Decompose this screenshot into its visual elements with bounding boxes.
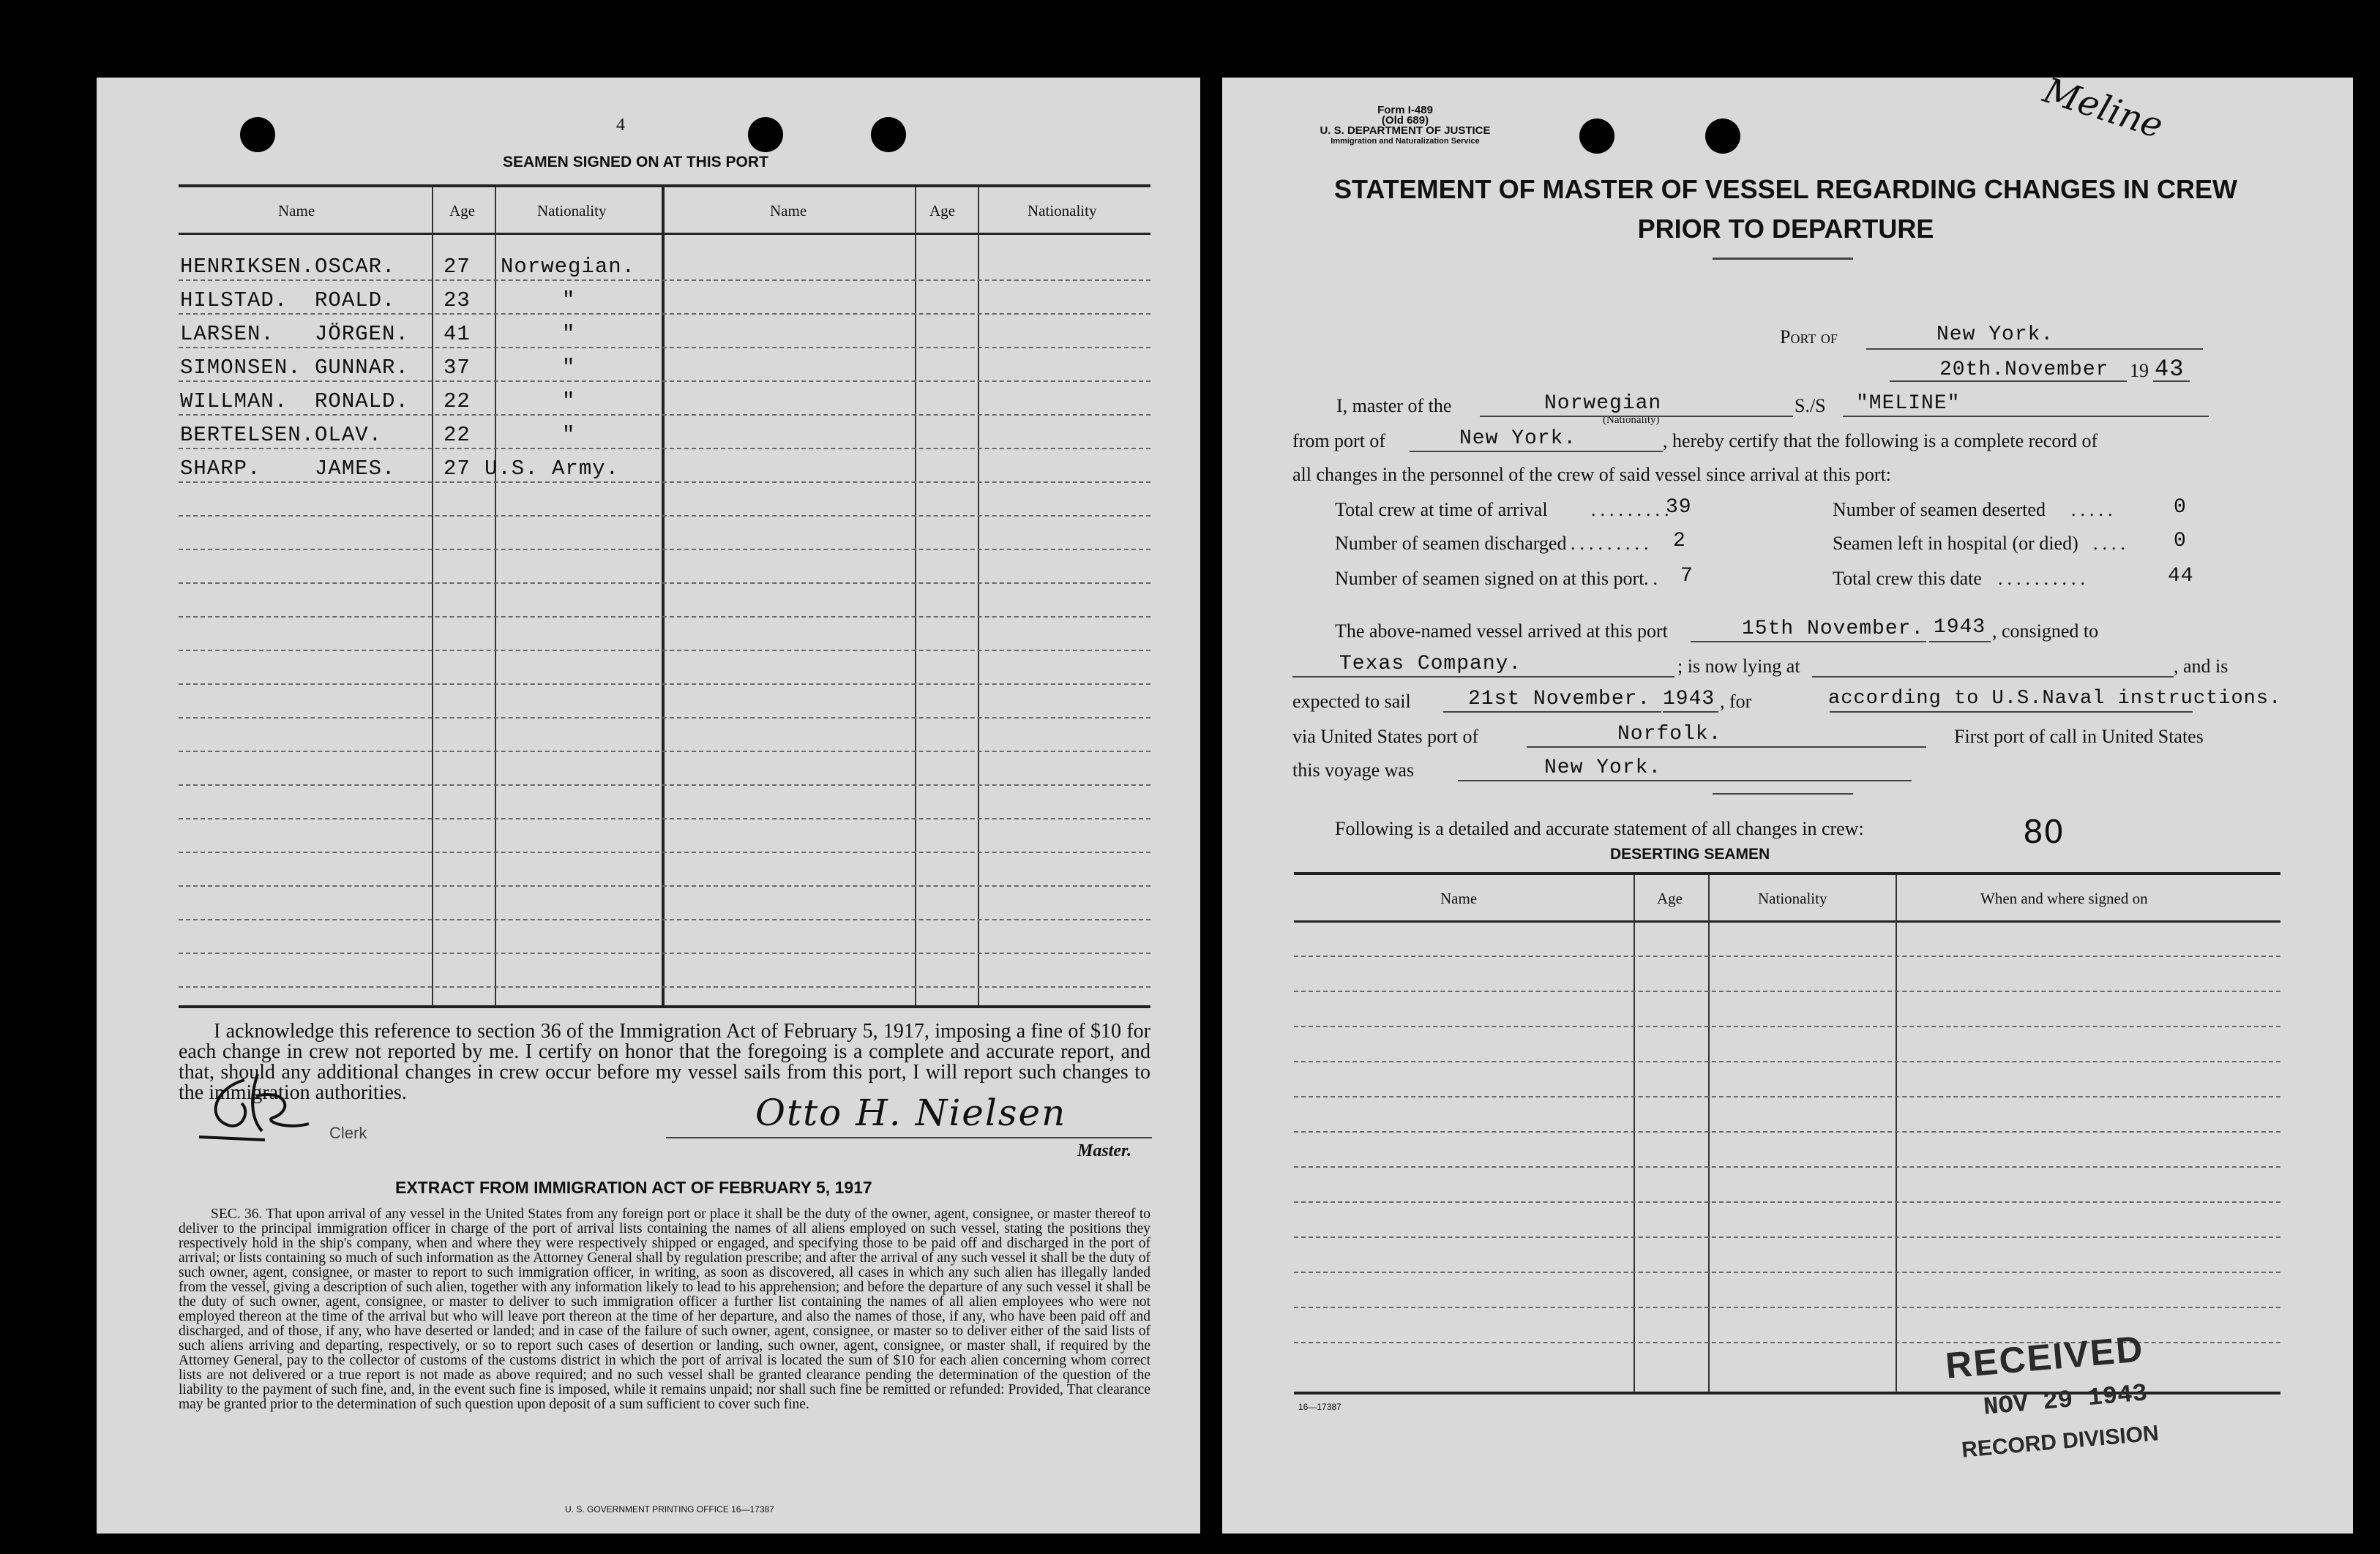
clerk-label: Clerk bbox=[329, 1124, 367, 1142]
form-number: Form I-489 bbox=[1377, 104, 1433, 116]
following-text: Following is a detailed and accurate statement of all changes in crew: bbox=[1335, 818, 1864, 839]
seaman-age: 41 bbox=[444, 322, 471, 346]
hospital-label: Seamen left in hospital (or died) bbox=[1833, 533, 2078, 554]
total-crew-arrival-value: 39 bbox=[1666, 496, 1692, 519]
voyage-label: this voyage was bbox=[1292, 759, 1415, 781]
punch-hole bbox=[240, 117, 275, 152]
seaman-name: HENRIKSEN.OSCAR. bbox=[180, 255, 396, 279]
ss-label: S./S bbox=[1795, 395, 1826, 416]
handwritten-vessel-note: Meline bbox=[2038, 70, 2168, 147]
page-number: 4 bbox=[616, 116, 625, 135]
destination-value: according to U.S.Naval instructions. bbox=[1828, 688, 2282, 710]
arrived-date: 15th November. bbox=[1742, 618, 1925, 640]
master-signature: Otto H. Nielsen bbox=[755, 1092, 1067, 1134]
seaman-nationality: " bbox=[562, 288, 576, 312]
master-label: Master. bbox=[1077, 1141, 1132, 1160]
extract-title: EXTRACT FROM IMMIGRATION ACT OF FEBRUARY 5, 1917 bbox=[395, 1178, 872, 1197]
extract-text: SEC. 36. That upon arrival of any vessel in the United States from any foreign port or place it shall be the duty of the owner, agent, consignee, or master thereof to deliver to the principal immigration officer in charge of the port of arrival lists containing the names of all aliens employed on such vessel, stating the positions they respectively hold in the ship's company, when and where they were respectively shipped or engaged, and specifying those to be paid off and discharged in the port of arrival; or lists containing so much of such information as the Attorney General shall by regulation prescribe; and after the arrival of any such vessel it shall be the duty of such owner, agent, consignee, or master to report to such immigration officer, in writing, as soon as discovered, all cases in which any such alien has illegally landed from the vessel, giving a description of such alien, together with any information likely to lead to his apprehension; and before the departure of any such vessel it shall be the duty of such owner, agent, consignee, or master to deliver to such immigration officer a further list containing the names of all alien employees who were not employed thereon at the time of the arrival but who will leave port thereon at the time of her departure, and also the names of those, if any, who have been paid off and discharged, and of those, if any, who have deserted or landed; and in case of the failure of such owner, agent, consignee, or master so to deliver either of the said lists of such aliens arriving and departing, respectively, or so to report such cases of desertion or landing, such owner, agent, consignee, or master shall, if required by the Attorney General, pay to the collector of customs of the customs district in which the port of arrival is located the sum of $10 for each alien concerning whom correct lists are not delivered or a true report is not made as above required; and no such vessel shall be granted clearance pending the determination of the question of the liability to the payment of such fine, and, in the event such fine is imposed, while it remains unpaid; nor shall such fine be remitted or refunded: Provided, That clearance may be granted prior to the determination of such question upon deposit of a sum sufficient to cover such fine. bbox=[179, 1206, 1150, 1412]
expected-label: expected to sail bbox=[1292, 691, 1411, 712]
deserted-label: Number of seamen deserted bbox=[1833, 499, 2046, 520]
seaman-name: WILLMAN. RONALD. bbox=[180, 389, 409, 413]
deserted-value: 0 bbox=[2174, 496, 2187, 519]
hospital-value: 0 bbox=[2174, 530, 2187, 552]
clerk-initials bbox=[199, 1067, 323, 1147]
arrived-year: 1943 bbox=[1934, 616, 1986, 639]
and-is-label: , and is bbox=[2174, 656, 2229, 677]
form-title-line1: STATEMENT OF MASTER OF VESSEL REGARDING CHANGES IN CREW bbox=[1333, 174, 2238, 204]
seaman-nationality: " bbox=[562, 389, 576, 413]
column-header: Age bbox=[449, 202, 475, 219]
seaman-name: HILSTAD. ROALD. bbox=[180, 288, 396, 312]
old-form-number: (Old 689) bbox=[1381, 114, 1429, 127]
form-title-line2: PRIOR TO DEPARTURE bbox=[1637, 214, 1934, 244]
punch-hole bbox=[748, 117, 783, 152]
port-value: New York. bbox=[1936, 323, 2054, 346]
column-header: Nationality bbox=[1028, 202, 1097, 219]
certify-text: , hereby certify that the following is a complete record of bbox=[1663, 430, 2098, 451]
seaman-name: LARSEN. JÖRGEN. bbox=[180, 322, 409, 346]
nationality-value: Norwegian bbox=[1544, 392, 1662, 415]
seaman-nationality: U.S. Army. bbox=[484, 457, 620, 481]
seaman-nationality: " bbox=[562, 356, 576, 380]
deserting-seamen-table bbox=[1294, 872, 2280, 1395]
total-crew-date-value: 44 bbox=[2168, 565, 2194, 588]
handwritten-number: 80 bbox=[2023, 814, 2064, 851]
port-label: Port of bbox=[1780, 326, 1838, 348]
sail-year: 1943 bbox=[1663, 688, 1715, 710]
first-call-value: New York. bbox=[1544, 757, 1662, 779]
year-prefix: 19 bbox=[2130, 360, 2149, 381]
vessel-name: "MELINE" bbox=[1856, 392, 1961, 415]
leader-dots: ......... bbox=[1591, 499, 1674, 520]
discharged-label: Number of seamen discharged bbox=[1335, 533, 1567, 554]
column-header: Age bbox=[929, 202, 955, 219]
department: U. S. DEPARTMENT OF JUSTICE bbox=[1320, 124, 1491, 137]
arrived-label: The above-named vessel arrived at this port bbox=[1335, 620, 1668, 642]
acknowledgement-text: I acknowledge this reference to section 36 of the Immigration Act of February 5, 1917, imposing a fine of $10 for each change in crew not reported by me. I certify on honor that the foregoing is a complete and accurate report, and that, should any additional changes in crew occur before my vessel sails from this port, I will report such changes to the immigration authorities. bbox=[179, 1020, 1150, 1104]
seaman-age: 23 bbox=[444, 288, 471, 312]
form-header bbox=[1295, 105, 1515, 146]
seaman-nationality: Norwegian. bbox=[501, 255, 636, 279]
for-label: , for bbox=[1720, 691, 1752, 712]
sail-date: 21st November. bbox=[1468, 688, 1651, 710]
received-stamp: RECEIVED bbox=[1944, 1328, 2146, 1386]
year-value: 43 bbox=[2155, 356, 2185, 383]
punch-hole bbox=[871, 117, 906, 152]
leader-dots: ..... bbox=[2071, 499, 2117, 520]
consigned-label: , consigned to bbox=[1992, 620, 2099, 642]
leader-dots: ......... bbox=[1571, 533, 1653, 554]
consignee-value: Texas Company. bbox=[1339, 653, 1522, 675]
seaman-nationality: " bbox=[562, 423, 576, 447]
left-page bbox=[97, 78, 1200, 1534]
via-label: via United States port of bbox=[1292, 726, 1479, 747]
printer-credit: U. S. GOVERNMENT PRINTING OFFICE 16—17387 bbox=[565, 1504, 774, 1514]
form-title bbox=[1251, 170, 2320, 249]
signed-on-table bbox=[179, 184, 1150, 1008]
signed-on-label: Number of seamen signed on at this port bbox=[1335, 568, 1644, 589]
from-port-value: New York. bbox=[1459, 427, 1577, 450]
column-header: Nationality bbox=[1758, 890, 1827, 907]
via-port-value: Norfolk. bbox=[1617, 723, 1722, 746]
total-crew-arrival-label: Total crew at time of arrival bbox=[1335, 499, 1548, 520]
form-code: 16—17387 bbox=[1298, 1402, 1341, 1412]
seaman-age: 27 bbox=[444, 255, 471, 279]
lying-label: ; is now lying at bbox=[1677, 656, 1800, 677]
leader-dots: .......... bbox=[1998, 568, 2089, 589]
seaman-age: 22 bbox=[444, 423, 471, 447]
seaman-age: 22 bbox=[444, 389, 471, 413]
column-header: When and where signed on bbox=[1980, 890, 2148, 907]
certify-text-continued: all changes in the personnel of the crew of said vessel since arrival at this port: bbox=[1292, 464, 1892, 485]
first-call-label: First port of call in United States bbox=[1954, 726, 2204, 747]
column-header: Nationality bbox=[537, 202, 607, 219]
nationality-caption: (Nationality) bbox=[1603, 414, 1660, 426]
leader-dots: .... bbox=[2093, 533, 2130, 554]
column-header: Name bbox=[278, 202, 315, 219]
master-of-label: I, master of the bbox=[1336, 395, 1452, 416]
seaman-name: SIMONSEN. GUNNAR. bbox=[180, 356, 409, 380]
seaman-age: 37 bbox=[444, 356, 471, 380]
from-port-label: from port of bbox=[1292, 430, 1386, 451]
service: Immigration and Naturalization Service bbox=[1331, 137, 1480, 146]
record-division-stamp: RECORD DIVISION bbox=[1961, 1421, 2160, 1463]
deserting-heading: DESERTING SEAMEN bbox=[1610, 846, 1770, 863]
signed-on-heading: SEAMEN SIGNED ON AT THIS PORT bbox=[503, 154, 768, 170]
leader-dots: .. bbox=[1644, 568, 1662, 589]
column-header: Name bbox=[1440, 890, 1478, 907]
column-header: Age bbox=[1657, 890, 1683, 907]
punch-hole bbox=[1579, 119, 1614, 154]
date-value: 20th.November bbox=[1939, 359, 2109, 381]
right-page bbox=[1222, 70, 2353, 1534]
seaman-name: SHARP. JAMES. bbox=[180, 457, 396, 481]
received-stamp-date: NOV 29 1943 bbox=[1982, 1380, 2149, 1422]
column-header: Name bbox=[770, 202, 807, 219]
seaman-nationality: " bbox=[562, 322, 576, 346]
seaman-name: BERTELSEN.OLAV. bbox=[180, 423, 383, 447]
discharged-value: 2 bbox=[1673, 530, 1686, 552]
signed-on-value: 7 bbox=[1680, 565, 1694, 588]
total-crew-date-label: Total crew this date bbox=[1833, 568, 1982, 589]
seaman-age: 27 bbox=[444, 457, 471, 481]
punch-hole bbox=[1705, 119, 1740, 154]
